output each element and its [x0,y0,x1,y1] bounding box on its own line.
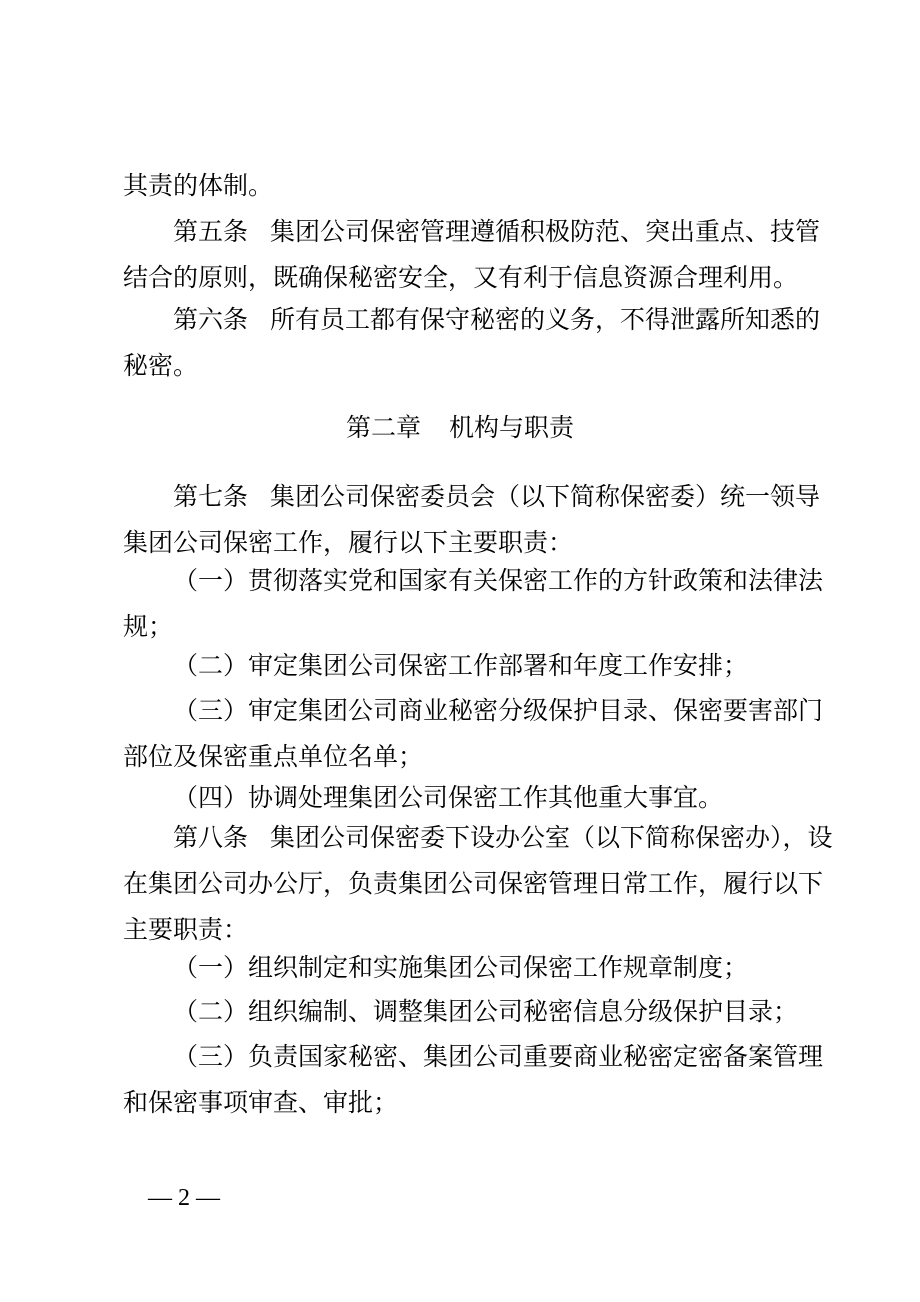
chapter-title: 机构与职责 [449,413,575,442]
text-line: （一）组织制定和实施集团公司保密工作规章制度； [173,953,749,982]
text-line: （一）贯彻落实党和国家有关保密工作的方针政策和法律法 [173,566,824,595]
text-line: （二）审定集团公司保密工作部署和年度工作安排； [173,651,749,680]
article-7-item-3 [123,688,824,780]
text-line: 集团公司保密管理遵循积极防范、突出重点、技管 [270,217,821,246]
text-line: 集团公司保密委下设办公室（以下简称保密办），设 [270,823,833,852]
page-number: — 2 — [148,1185,220,1211]
article-7 [123,474,821,566]
chapter-number: 第二章 [345,413,421,442]
article-number: 第六条 [173,305,249,334]
article-5 [123,209,821,301]
text-line: （三）负责国家秘密、集团公司重要商业秘密定密备案管理 [173,1042,824,1071]
article-number: 第八条 [173,823,249,852]
text-line: 部位及保密重点单位名单； [123,742,424,771]
paragraph-continuation [123,163,807,209]
text-line: （二）组织编制、调整集团公司秘密信息分级保护目录； [173,997,799,1026]
article-8-item-2 [123,989,807,1035]
text-line: 所有员工都有保守秘密的义务，不得泄露所知悉的 [270,305,821,334]
article-8-item-3 [123,1034,824,1126]
text-line: （四）协调处理集团公司保密工作其他重大事宜。 [173,783,724,812]
text-line: 秘密。 [123,351,199,380]
article-7-item-2 [123,643,807,689]
article-number: 第七条 [173,482,249,511]
article-7-item-1 [123,558,824,650]
chapter-heading [0,405,920,451]
text-line: 集团公司保密工作，履行以下主要职责： [123,528,574,557]
text-line: 规； [123,612,174,641]
article-number: 第五条 [173,217,249,246]
text-line: 集团公司保密委员会（以下简称保密委）统一领导 [270,482,821,511]
text-line: 其责的体制。 [123,171,274,200]
text-line: （三）审定集团公司商业秘密分级保护目录、保密要害部门 [173,696,824,725]
text-line: 和保密事项审查、审批； [123,1088,399,1117]
article-8-item-1 [123,945,807,991]
text-line: 主要职责： [123,915,249,944]
text-line: 结合的原则，既确保秘密安全，又有利于信息资源合理利用。 [123,263,799,292]
text-line: 在集团公司办公厅，负责集团公司保密管理日常工作，履行以下 [123,869,824,898]
article-6 [123,297,821,389]
article-8 [123,815,833,953]
